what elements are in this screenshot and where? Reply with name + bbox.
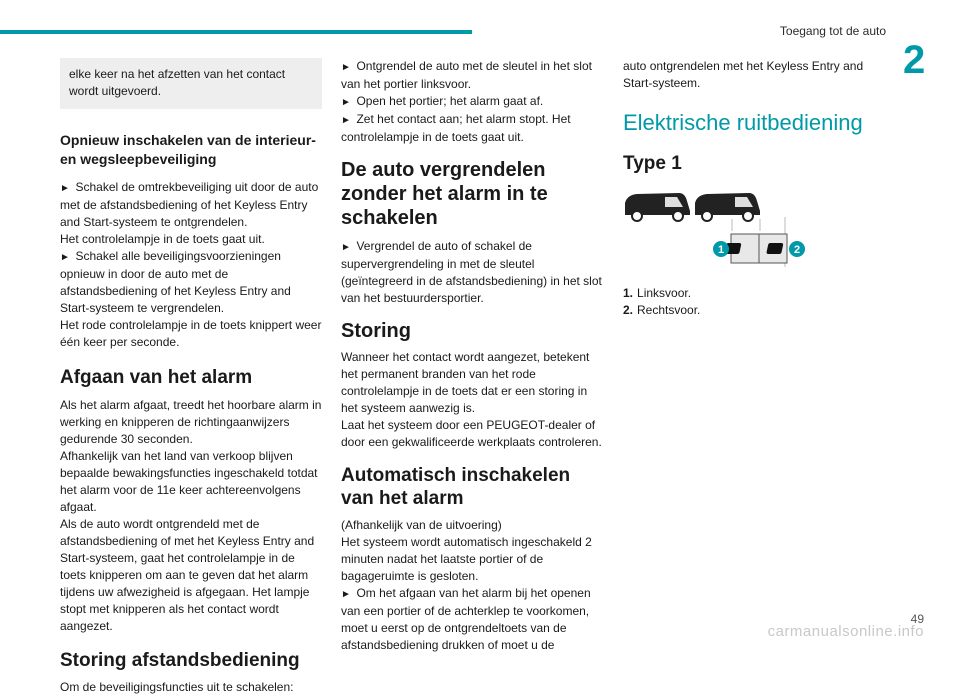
callout-1: 1 [717,244,725,256]
remote-fault-paragraph: Om de beveiligingsfuncties uit te schakelen: [60,680,294,694]
chapter-number: 2 [903,38,926,82]
heading-power-windows: Elektrische ruitbediening [623,110,863,135]
heading-type-1: Type 1 [623,153,682,174]
auto-arm-paragraph-1: (Afhankelijk van de uitvoering) [341,518,502,532]
remote-step-2: ► Open het portier; het alarm gaat af. [341,93,603,111]
reactivate-step-2: ► Schakel alle beveiligingsvoorzieningen opnieuw in door de auto met de afstandsbediening of het Keyless Entry and Start-systeem te vergrendelen. [60,248,322,317]
auto-arm-step-1: ► Om het afgaan van het alarm bij het openen van een portier of de achterklep te voorkomen, moet u eerst op de ontgrendeltoets van de afstandsbediening drukken of moet u de [341,585,603,654]
van-right-icon [695,193,760,221]
callout-2: 2 [793,244,801,256]
reactivate-step-1: ► Schakel de omtrekbeveiliging uit door de auto met de afstandsbediening of het Keyless Entry and Start-systeem te ontgrendelen. [60,179,322,231]
figure-legend [623,285,885,319]
trigger-paragraph-3: Als de auto wordt ontgrendeld met de afstandsbediening of met het Keyless Entry and Start-systeem, gaat het controlelampje in de toets knipperen om aan te geven dat het alarm tijdens uw afwezigheid is afgegaan. Het lampje stopt met knipperen als het contact wordt aangezet. [60,517,315,633]
remote-step-3: ► Zet het contact aan; het alarm stopt. Het controlelampje in de toets gaat uit. [341,111,603,146]
heading-lock-without-alarm: De auto vergrendelen zonder het alarm in te schakelen [341,159,548,229]
heading-remote-fault: Storing afstandsbediening [60,650,300,671]
header-accent-bar [0,30,472,34]
window-switch-figure [623,189,813,277]
heading-alarm-trigger: Afgaan van het alarm [60,367,253,388]
watermark: carmanualsonline.info [767,623,924,640]
lock-step-1: ► Vergrendel de auto of schakel de supervergrendeling in met de sleutel (geïntegreerd in de afstandsbediening) in het slot van het bestuurdersportier. [341,238,603,307]
legend-item: 1. Linksvoor. [623,286,692,300]
reactivate-text-1: Het controlelampje in de toets gaat uit. [60,232,265,246]
auto-arm-paragraph-2: Het systeem wordt automatisch ingeschakeld 2 minuten nadat het laatste portier of de bagageruimte is gesloten. [341,535,592,583]
trigger-paragraph-2: Afhankelijk van het land van verkoop blijven bepaalde bewakingsfuncties ingeschakeld totdat het alarm voor de 11e keer achtereenvolgens afgaat. [60,449,318,514]
column-1 [60,52,322,696]
keyless-continuation: auto ontgrendelen met het Keyless Entry and Start-systeem. [623,59,864,90]
running-title: Toegang tot de auto [779,24,886,38]
window-switch-right-icon [766,243,783,254]
heading-auto-arm: Automatisch inschakelen van het alarm [341,465,571,509]
column-3 [623,52,885,319]
page-number: 49 [910,612,924,626]
van-left-icon [625,193,690,221]
heading-reactivate: Opnieuw inschakelen van de interieur- en wegsleepbeveiliging [60,132,316,167]
fault-paragraph-1: Wanneer het contact wordt aangezet, betekent het permanent branden van het rode controlelampje in de toets dat er een storing in het systeem aanwezig is. [341,350,590,415]
note-box: elke keer na het afzetten van het contact wordt uitgevoerd. [60,58,322,109]
heading-fault: Storing [341,320,411,342]
column-2 [341,52,603,654]
trigger-paragraph-1: Als het alarm afgaat, treedt het hoorbare alarm in werking en knipperen de richtingaanwijzers gedurende 30 seconden. [60,398,322,446]
reactivate-text-2: Het rode controlelampje in de toets knippert weer één keer per seconde. [60,318,322,349]
fault-paragraph-2: Laat het systeem door een PEUGEOT-dealer of door een gekwalificeerde werkplaats controleren. [341,418,602,449]
legend-item: 2. Rechtsvoor. [623,303,701,317]
remote-step-1: ► Ontgrendel de auto met de sleutel in het slot van het portier linksvoor. [341,58,603,93]
window-switch-illustration [623,189,813,277]
